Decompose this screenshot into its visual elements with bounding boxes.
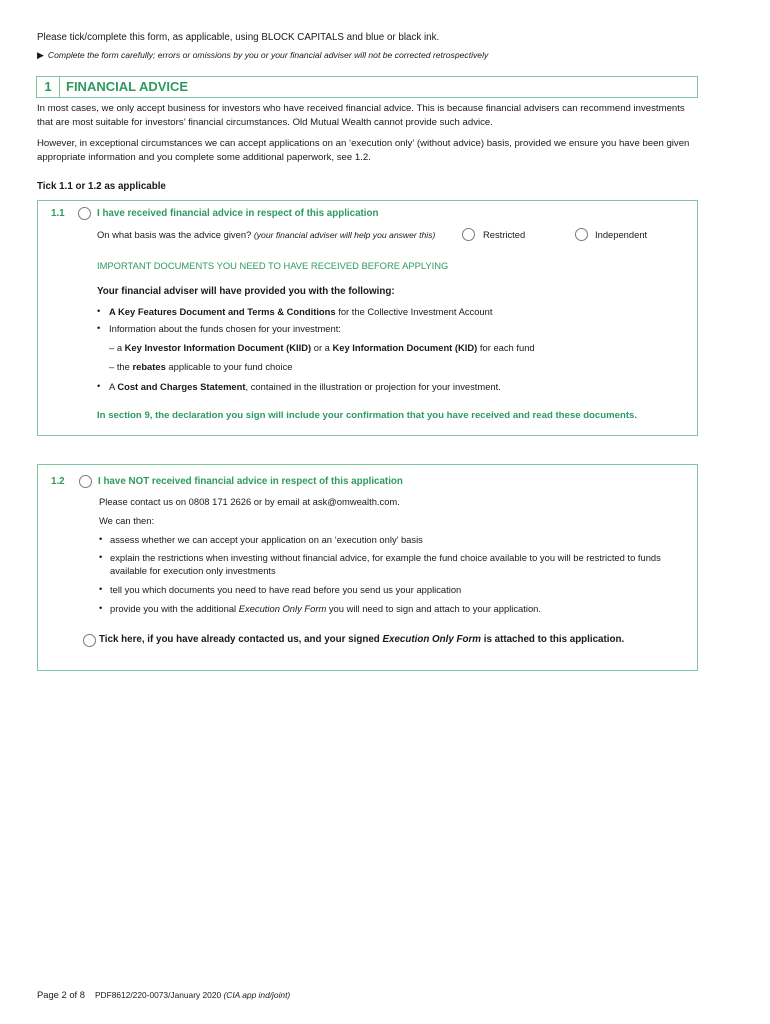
contacted-checkbox[interactable] [83, 634, 96, 647]
option-1-2-number: 1.2 [51, 476, 65, 487]
bullet-icon: • [99, 583, 103, 594]
section-paragraph-2: However, in exceptional circumstances we can accept applications on an ‘execution only’ (without advice) basis, provided we ensure you have been given appropriate information and you complete some additional paperwork, see 1.2. [37, 138, 690, 163]
bullet-icon: • [99, 533, 103, 544]
cost-bold: Cost and Charges Statement [117, 381, 246, 392]
basis-question-hint: (your financial adviser will help you answer this) [253, 230, 436, 240]
arrow-right-icon: ▶ [37, 50, 44, 60]
section-paragraph-1: In most cases, we only accept business for investors who have received financial advice. This is because financial advisers can recommend investments that are most suitable for investors’ financial circumstances. Old Mutual Wealth cannot provide such advice. [37, 103, 685, 128]
tick-italic: Execution Only Form [382, 634, 482, 645]
kiid-mid: or a [311, 342, 333, 353]
contacted-statement [99, 633, 659, 647]
form-warning [37, 50, 488, 62]
bullet-key-features [109, 306, 694, 319]
rebates-pre: – the [109, 361, 133, 372]
reference-code: PDF8612/220-0073/January 2020 [94, 990, 222, 1000]
advice-basis-question [97, 229, 435, 241]
independent-label: Independent [595, 229, 648, 240]
rebates-bold: rebates [132, 361, 166, 372]
option-1-1-checkbox[interactable] [78, 207, 91, 220]
bullet-provide [110, 603, 695, 616]
page-number: Page 2 of 8 [37, 989, 85, 1000]
cost-pre: A [109, 381, 118, 392]
reference-variant: (CIA app ind/joint) [223, 990, 291, 1000]
section-number: 1 [37, 77, 60, 97]
contact-text: Please contact us on 0808 171 2626 or by email at ask@omwealth.com. [99, 496, 400, 507]
option-1-2-title: I have NOT received financial advice in respect of this application [98, 476, 403, 487]
bullet-assess: assess whether we can accept your application on an ‘execution only’ basis [110, 534, 423, 545]
bullet-icon: • [97, 380, 101, 391]
section-title: FINANCIAL ADVICE [66, 78, 189, 94]
bullet-icon: • [97, 305, 101, 316]
basis-question-text: On what basis was the advice given? [97, 229, 252, 240]
key-features-rest: for the Collective Investment Account [335, 306, 493, 317]
bullet-icon: • [97, 322, 101, 333]
dash-rebates [109, 361, 694, 374]
kiid-post: for each fund [477, 342, 535, 353]
restricted-checkbox[interactable] [462, 228, 475, 241]
dash-kiid [109, 342, 694, 355]
bullet-icon: • [99, 551, 103, 562]
restricted-label: Restricted [483, 229, 526, 240]
declaration-note: In section 9, the declaration you sign will include your confirmation that you have received and read these documents. [97, 410, 638, 421]
section-header [36, 76, 698, 98]
provide-pre: provide you with the additional [110, 603, 239, 614]
tick-heading: Tick 1.1 or 1.2 as applicable [37, 181, 166, 192]
kiid-bold: Key Investor Information Document (KIID) [124, 342, 312, 353]
page-footer [37, 989, 290, 1001]
rebates-post: applicable to your fund choice [165, 361, 293, 372]
option-1-1-title: I have received financial advice in respect of this application [97, 208, 379, 219]
provide-italic: Execution Only Form [238, 603, 327, 614]
tick-pre: Tick here, if you have already contacted us, and your signed [99, 634, 383, 645]
tick-post: is attached to this application. [481, 634, 625, 645]
document-reference [95, 990, 290, 1001]
option-1-1-number: 1.1 [51, 208, 65, 219]
bullet-cost-charges [109, 381, 694, 394]
kid-bold: Key Information Document (KID) [332, 342, 478, 353]
bullet-tell: tell you which documents you need to have read before you send us your application [110, 584, 462, 595]
important-documents-heading: IMPORTANT DOCUMENTS YOU NEED TO HAVE RECEIVED BEFORE APPLYING [97, 260, 449, 271]
option-1-2-checkbox[interactable] [79, 475, 92, 488]
bullet-icon: • [99, 602, 103, 613]
we-can-text: We can then: [99, 515, 155, 526]
warning-text: Complete the form carefully; errors or omissions by you or your financial adviser will not be corrected retrospectively [47, 50, 489, 61]
cost-post: , contained in the illustration or projection for your investment. [245, 381, 501, 392]
form-instruction: Please tick/complete this form, as applicable, using BLOCK CAPITALS and blue or black ink. [37, 32, 440, 43]
provide-post: you will need to sign and attach to your application. [326, 603, 541, 614]
bullet-explain: explain the restrictions when investing without financial advice, for example the fund choice available to you will be restricted to funds available for execution only investments [110, 552, 661, 576]
kiid-pre: – a [109, 342, 125, 353]
bullet-funds-info: Information about the funds chosen for your investment: [109, 323, 341, 334]
key-features-bold: A Key Features Document and Terms & Conditions [109, 306, 336, 317]
provided-heading: Your financial adviser will have provided you with the following: [97, 286, 395, 297]
independent-checkbox[interactable] [575, 228, 588, 241]
